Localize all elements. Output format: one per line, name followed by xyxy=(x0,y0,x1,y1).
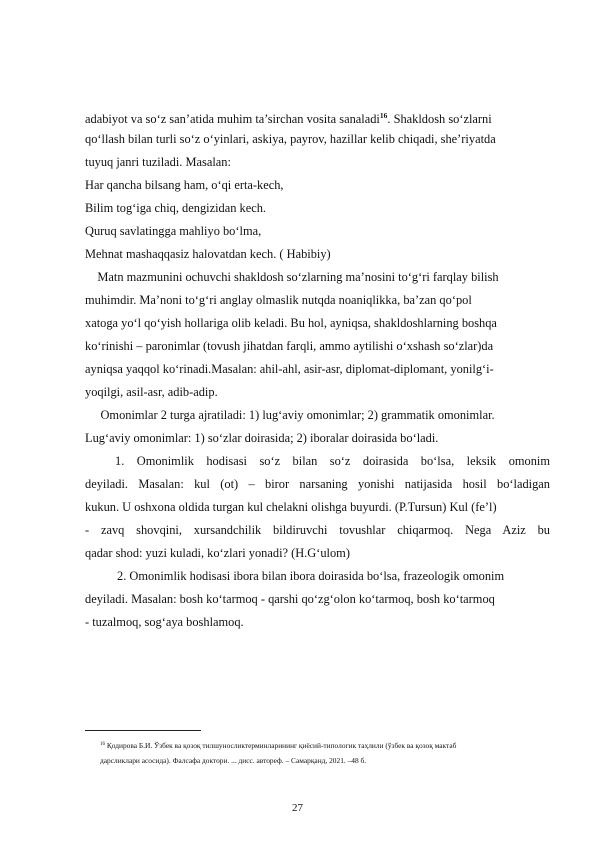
footnote-reference[interactable]: 16 xyxy=(379,111,388,120)
body-line-13: yoqilgi, asil-asr, adib-adip. xyxy=(85,385,218,399)
poem-line-3: Quruq savlatingga mahliyo bo‘lma, xyxy=(85,224,262,238)
body-line-23: - tuzalmoq, sog‘aya boshlamoq. xyxy=(85,615,244,629)
body-line-18: kukun. U oshxona oldida turgan kul chelakni olishga buyurdi. (P.Tursun) Kul (fe’l) xyxy=(85,500,497,514)
footnote-marker: 16 xyxy=(100,742,105,747)
body-line-12: ayniqsa yaqqol ko‘rinadi.Masalan: ahil-ahl, asir-asr, diplomat-diplomant, yonilg‘i- xyxy=(85,362,494,376)
page-number: 27 xyxy=(292,802,303,814)
body-line-8: Matn mazmunini ochuvchi shakldosh so‘zlarning ma’nosini to‘g‘ri farqlay bilish xyxy=(85,270,499,284)
body-line-16: 1. Omonimlik hodisasi so‘z bilan so‘z doirasida bo‘lsa, leksik omonim xyxy=(115,454,550,468)
body-line-22: deyiladi. Masalan: bosh ko‘tarmoq - qarshi qo‘zg‘olon ko‘tarmoq, bosh ko‘tarmoq xyxy=(85,592,495,606)
poem-line-2: Bilim tog‘iga chiq, dengizidan kech. xyxy=(85,201,266,215)
body-line-19: - zavq shovqini, xursandchilik bildiruvchi tovushlar chiqarmoq. Nega Aziz bu xyxy=(85,523,550,537)
poem-line-4: Mehnat mashaqqasiz halovatdan kech. ( Habibiy) xyxy=(85,247,331,261)
body-line-11: ko‘rinishi – paronimlar (tovush jihatdan farqli, ammo aytilishi o‘xshash so‘zlar)da xyxy=(85,339,494,353)
body-line-10: xatoga yo‘l qo‘yish hollariga olib keladi. Bu hol, ayniqsa, shakldoshlarning boshqa xyxy=(85,316,497,330)
body-line-21: 2. Omonimlik hodisasi ibora bilan ibora doirasida bo‘lsa, frazeologik omonim xyxy=(117,569,505,583)
body-line-2: qo‘llash bilan turli so‘z o‘yinlari, askiya, payrov, hazillar kelib chiqadi, she’riyatda xyxy=(85,132,496,146)
poem-line-1: Har qancha bilsang ham, o‘qi erta-kech, xyxy=(85,178,284,192)
footnote-line-1: $^{16}$ Қодирова Б.И. Ўзбек ва қозоқ тилшуносликтерминларининг қиёсий-типологик таҳлили (ўзбек ва қозоқ мактаб xyxy=(100,741,457,750)
body-line-3: tuyuq janri tuziladi. Masalan: xyxy=(85,155,231,169)
footnote-divider xyxy=(85,730,201,731)
body-line-14: Omonimlar 2 turga ajratiladi: 1) lug‘aviy omonimlar; 2) grammatik omonimlar. xyxy=(85,408,495,422)
footnote-line-2: дарсликлари асосида). Фалсафа доктори. ... дисс. автореф. – Самарқанд, 2021. –48 б. xyxy=(100,756,367,765)
body-line-1: adabiyot va so‘z san’atida muhim ta’sirchan vosita sanaladi$^{16}$. Shakldosh so‘zlarni xyxy=(85,111,492,126)
body-line-17: deyiladi. Masalan: kul (ot) – biror narsaning yonishi natijasida hosil bo‘ladigan xyxy=(85,477,550,491)
body-line-15: Lug‘aviy omonimlar: 1) so‘zlar doirasida; 2) iboralar doirasida bo‘ladi. xyxy=(85,431,439,445)
body-line-20: qadar shod: yuzi kuladi, ko‘zlari yonadi? (H.G‘ulom) xyxy=(85,546,350,560)
body-line-9: muhimdir. Ma’noni to‘g‘ri anglay olmaslik nutqda noaniqlikka, ba’zan qo‘pol xyxy=(85,293,472,307)
